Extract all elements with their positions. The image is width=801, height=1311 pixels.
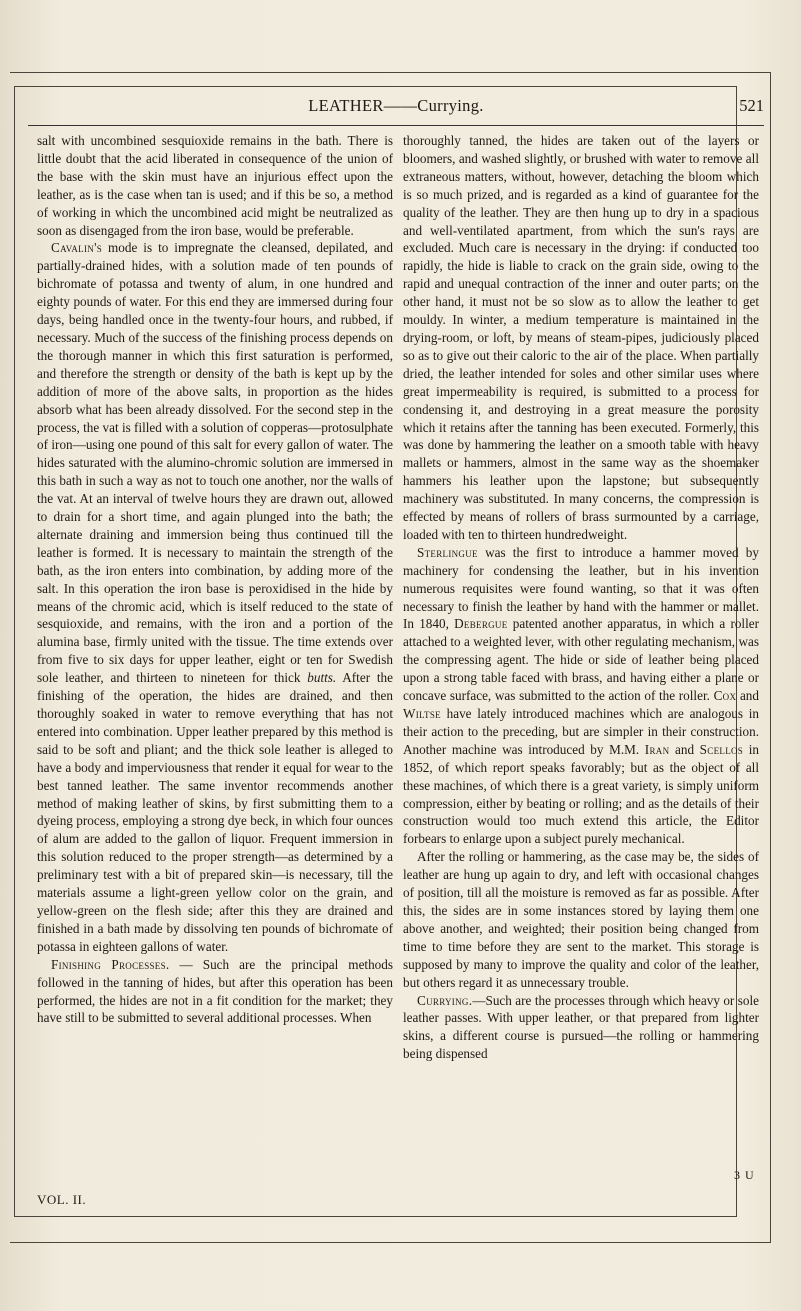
volume-label: VOL. II. [37, 1192, 87, 1207]
paragraph-drying: thoroughly tanned, the hides are taken out of the layers or bloomers, and washed slightly, or brushed with water to remove all extraneous matters, without, however, detaching the bloom which is so much prized, and is regarded as a kind of guarantee for the quality of the leather. They are then hung up to dry in a spacious and well-ventilated apartment, from which the sun's rays are excluded. Much care is necessary in the drying: if conducted too rapidly, the hide is liable to crack on the grain side, owing to the rapid and unequal contraction of the inner and outer parts; on the other hand, it must not be so slow as to allow the leather to get mouldy. In winter, a medium temperature is maintained in the drying-room, or loft, by means of steam-pipes, judiciously placed so as to give out their caloric to the air of the place. When partially dried, the leather intended for soles and other similar uses where great impermeability is required, is submitted to a process for condensing it, and destroying in a great measure the porosity which it retains after the tanning has been executed. Formerly, this was done by hammering the leather on a smooth table with heavy mallets or hammers, almost in the same way as the shoemaker hammers his leather upon the lapstone; but subsequently machinery was substituted. In many concerns, the compression is effected by means of rollers of brass surmounted by a carriage, loaded with ten to thirteen hundredweight. [403, 133, 759, 542]
running-head: LEATHER——Currying. [308, 96, 484, 115]
name-sterlingue: Sterlingue [417, 544, 478, 560]
name-cox: Cox [713, 688, 737, 704]
name-scellos: Scellos [699, 741, 744, 757]
heading-currying: Currying. [417, 992, 473, 1008]
paragraph-currying: Currying.—Such are the processes through which heavy or sole leather passes. With upper leather, or that prepared from lighter skins, a different course is pursued—the rolling or hammering being dispensed [403, 992, 759, 1062]
name-wiltse: Wiltse [403, 706, 441, 721]
paragraph-storage: After the rolling or hammering, as the case may be, the sides of leather are hung up again to dry, and left with occasional changes of position, till all the moisture is removed as far as possible. After this, the sides are in some instances stored by laying them one above another, and weighted; their position being changed from time to time before they are sent to the market. This storage is supposed by many to improve the quality and color of the leather, but others regard it as unnecessary trouble. [403, 849, 759, 990]
paragraph-sterlingue: Sterlingue was the first to introduce a hammer moved by machinery for condensing the leather, but in his invention numerous requisites were found wanting, so that it was often necessary to finish the leather by hand with the hammer or mallet. In 1840, Debergue patented another apparatus, in which a roller attached to a weighted lever, with other regulating mechanism, was the compressing agent. The hide or side of leather being placed upon a strong table faced with brass, and having either a plane or concave surface, was submitted to the action of the roller. Cox and Wiltse have lately introduced machines which are analogous in their action to the preceding, but are simpler in their construction. Another machine was introduced by M.M. Iran and Scellos in 1852, of which report speaks favorably; but as the object of all these machines, of which there is a great variety, is simply uniform compression, either by beating or rolling; and as the details of their construction would too much extend this article, the Editor forbears to enlarge upon a subject purely mechanical. [403, 544, 759, 847]
header-rule [28, 125, 764, 126]
left-column [37, 132, 393, 1027]
frame-line-bottom-outer [10, 1242, 771, 1243]
paragraph-finishing: Finishing Processes. — Such are the principal methods followed in the tanning of hides, but after this operation has been performed, the hides are not in a fit condition for the market; they have still to be submitted to several additional processes. When [37, 956, 393, 1026]
signature-mark: 3 U [734, 1168, 755, 1182]
paragraph-salt: salt with uncombined sesquioxide remains in the bath. There is little doubt that the acid liberated in consequence of the union of the base with the skin must have an injurious effect upon the leather, as is the case when tan is used; and if this be so, a method of working in which the uncombined acid might be neutralized as soon as disengaged from the iron base, would be preferable. [37, 133, 393, 238]
page-number: 521 [739, 96, 764, 115]
right-column [403, 132, 759, 1063]
frame-line-right [770, 72, 771, 1242]
name-iran: Iran [644, 741, 670, 757]
heading-finishing-processes: Finishing Processes. [51, 956, 170, 972]
name-debergue: Debergue [454, 616, 508, 632]
paragraph-cavalin: Cavalin's mode is to impregnate the cleansed, depilated, and partially-drained hides, with a solution made of ten pounds of bichromate of potassa and twenty of alum, in one hundred and eighty pounds of water. For this end they are immersed during four days, being handled once in the twenty-four hours, and rubbed, if necessary. Much of the success of the finishing process depends on the thorough manner in which this first saturation is performed, and therefore the strength or density of the bath is kept up by the addition of more of the above salts, in proportion as the hides absorb what has been already dissolved. For the second step in the process, the vat is filled with a solution of copperas—protosulphate of iron—using one pound of this salt for every gallon of water. The hides saturated with the alumino-chromic solution are immersed in this bath in such a way as not to touch one another, nor the walls of the vat. At an interval of twelve hours they are drawn out, allowed to drain for a short time, and again plunged into the bath; the alternate draining and immersion being thus continued till the leather is formed. It is necessary to maintain the strength of the bath, as the iron enters into combination, by adding more of the salt. In this operation the iron base is peroxidised in the hide by means of the chromic acid, which is itself reduced to the state of sesquioxide, and remains, with the iron and a portion of the alumina base, firmly united with the tissue. The time extends over from five to six days for upper leather, eight or ten for Swedish sole leather, and thirteen to nineteen for thick butts. After the finishing of the operation, the hides are drained, and then thoroughly soaked in water to remove everything that has not entered into combination. Upper leather prepared by this method is said to be soft and pliant; and the thick sole leather is alleged to have a body and imperviousness that render it equal for wear to the best tanned leather. The same inventor recommends another method of making leather of skins, by first submitting them to a dyeing process, employing a strong dye beck, in which four ounces of alum are added to the gallon of liquor. Frequent immersion in this solution reduced to the proper strength—as determined by a preliminary test with a bit of prepared skin—is necessary, till the materials assume a light-green yellow color on the grain, and yellow-green on the flesh side; after this they are drained and finished in a bath made by dissolving ten pounds of bichromate of potassa in eighteen gallons of water. [37, 240, 394, 954]
page-header [28, 96, 764, 120]
name-cavalin: Cavalin's [51, 240, 103, 256]
frame-line-bottom [14, 1216, 737, 1217]
frame-line-top [10, 72, 770, 73]
frame-line-left [14, 86, 15, 1216]
frame-line-top-inner [14, 86, 736, 87]
